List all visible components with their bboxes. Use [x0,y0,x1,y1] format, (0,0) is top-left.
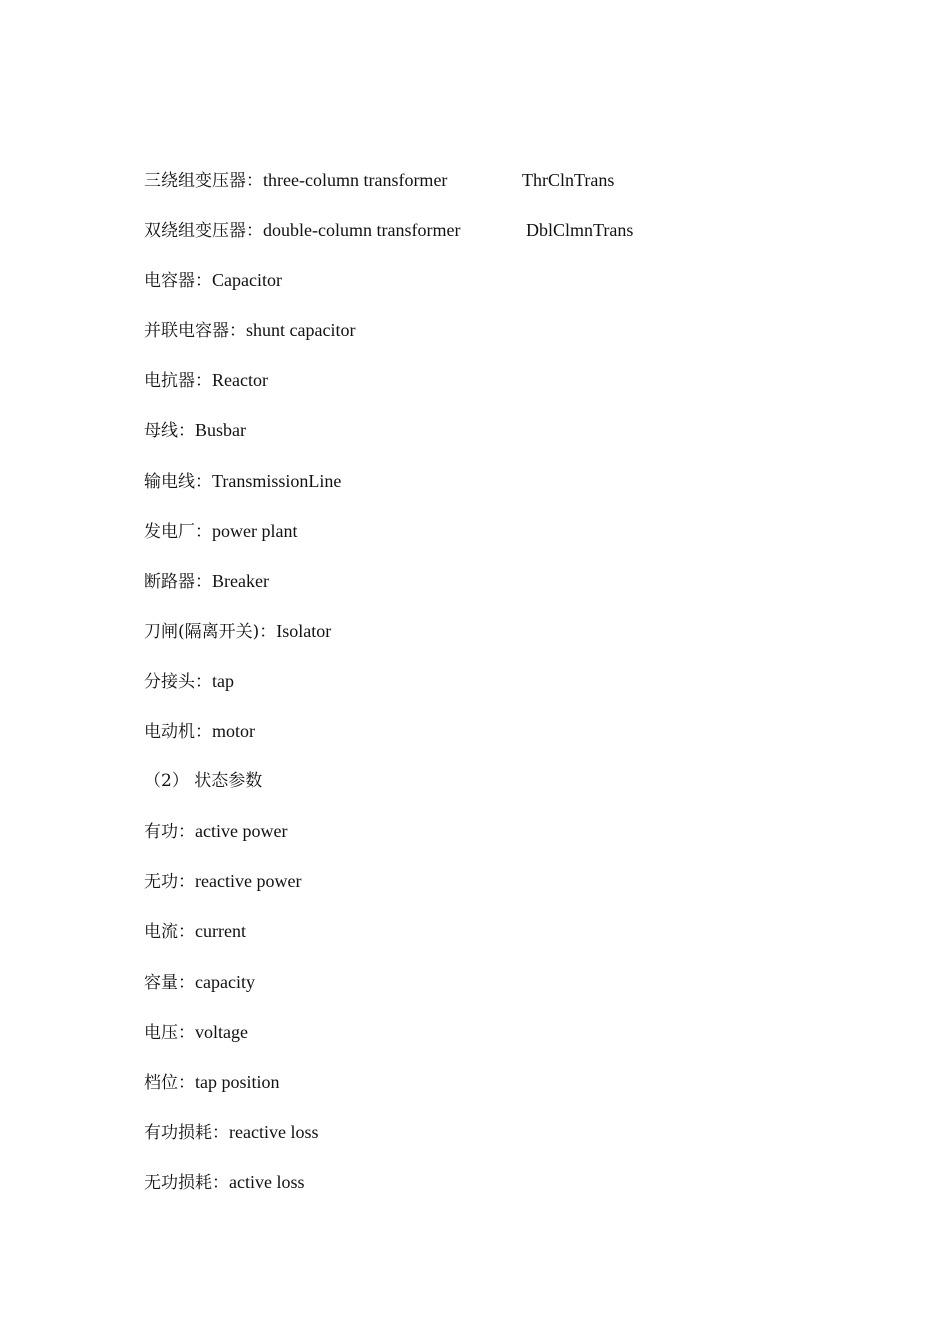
term-chinese: 无功： [144,872,195,893]
term-chinese: 有功： [144,822,195,843]
term-english: motor [212,721,255,742]
section-heading-state-parameters [144,767,844,817]
glossary-entry-tap [144,667,844,717]
term-english: active power [195,821,288,842]
term-english: three-column transformer [263,170,448,190]
glossary-entry-active-loss [144,1118,844,1168]
term-chinese: 电流： [144,922,195,943]
term-english: power plant [212,520,298,541]
term-english: shunt capacitor [246,320,356,341]
term-abbreviation: ThrClnTrans [522,170,615,190]
glossary-entry-transmission-line [144,467,844,517]
term-chinese: 并联电容器： [144,321,246,342]
glossary-entry-active-power [144,817,844,867]
term-english: active loss [229,1171,305,1192]
glossary-entry-reactor [144,366,844,416]
term-english: Breaker [212,570,269,591]
term-chinese: 三绕组变压器： [144,171,263,191]
term-english: TransmissionLine [212,470,342,491]
glossary-entry-voltage [144,1018,844,1068]
term-chinese: 输电线： [144,471,212,492]
term-english: current [195,921,246,942]
glossary-entry-capacitor [144,266,844,316]
term-english: Busbar [195,420,246,441]
term-english: Capacitor [212,270,282,291]
term-english: Isolator [276,620,332,641]
term-chinese: 母线： [144,421,195,442]
term-chinese: 电容器： [144,271,212,292]
term-chinese: 断路器： [144,571,212,592]
term-chinese: 双绕组变压器： [144,221,263,242]
term-chinese: 电动机： [144,722,212,743]
term-english: reactive loss [229,1121,319,1142]
term-chinese: 刀闸(隔离开关)： [144,621,277,642]
term-chinese: 电抗器： [144,371,212,392]
term-english: reactive power [195,871,302,892]
glossary-entry-tap-position [144,1068,844,1118]
glossary-entry-reactive-power [144,867,844,917]
term-english: capacity [195,971,255,992]
term-chinese: 有功损耗： [144,1122,229,1143]
term-english: tap [212,670,234,691]
term-english: voltage [195,1021,248,1042]
glossary-entry-shunt-capacitor [144,316,844,366]
term-english: double-column transformer [263,220,461,241]
glossary-entry-breaker [144,567,844,617]
term-chinese: 电压： [144,1022,195,1043]
term-chinese: 无功损耗： [144,1172,229,1193]
term-english: Reactor [212,370,268,391]
glossary-entry-three-winding-transformer [144,166,844,216]
glossary-entry-busbar [144,416,844,466]
section-title: （2） 状态参数 [144,771,263,792]
term-chinese: 分接头： [144,671,212,692]
glossary-entry-isolator [144,617,844,667]
term-english: tap position [195,1071,280,1092]
glossary-entry-reactive-loss [144,1168,844,1218]
term-abbreviation: DblClmnTrans [526,220,634,241]
glossary-entry-capacity [144,968,844,1018]
glossary-entry-power-plant [144,517,844,567]
term-chinese: 档位： [144,1072,195,1093]
glossary-entry-motor [144,717,844,767]
glossary-entry-current [144,917,844,967]
glossary-entry-two-winding-transformer [144,216,844,266]
term-chinese: 发电厂： [144,521,212,542]
term-chinese: 容量： [144,972,195,993]
glossary-list [144,166,844,1218]
